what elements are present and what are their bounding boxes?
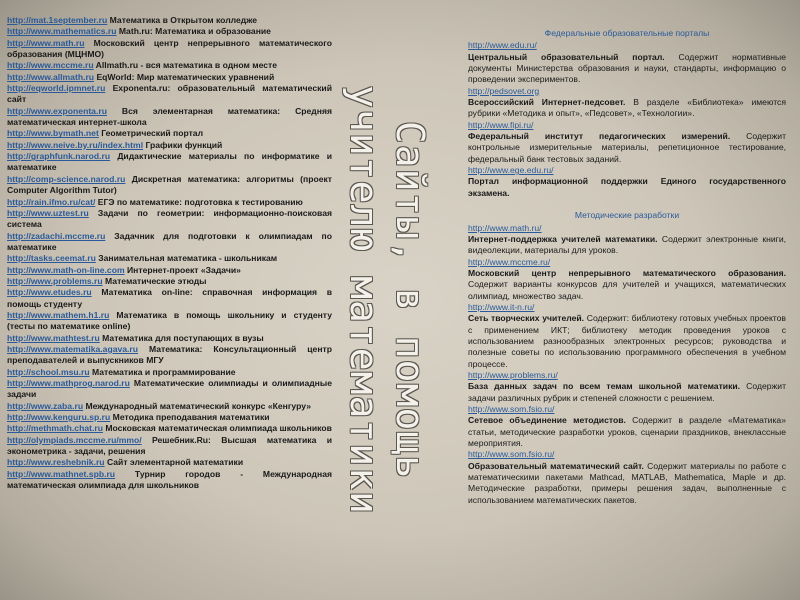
left-link-url[interactable]: http://www.problems.ru (7, 275, 103, 286)
left-link-description: Вся элементарная математика: Средняя математическая интернет-школа (7, 105, 332, 128)
left-link-description: Решебник.Ru: Высшая математика и эконометрика - задачи, решения (7, 434, 332, 457)
left-link-entry (7, 265, 332, 276)
left-link-description: EqWorld: Мир математических уравнений (94, 71, 275, 82)
portal-description: Содержит: библиотеку готовых учебных проектов с применением ИКТ; библиотеку методик проведения уроков с использованием разнообразных электронных ресурсов; руководства и полезные советы по использованию программного обеспечения в учебном процессе. (468, 313, 786, 369)
portal-entry (468, 165, 786, 199)
left-link-entry (7, 106, 332, 129)
portal-name: Образовательный математический сайт. (468, 460, 644, 471)
left-link-entry (7, 412, 332, 423)
portal-url[interactable]: http://www.som.fsio.ru/ (468, 449, 555, 460)
left-link-description: Графики функций (143, 139, 223, 150)
left-link-description: Математические этюды (102, 275, 207, 286)
left-link-url[interactable]: http://www.mathnet.spb.ru (7, 468, 116, 479)
portal-entry (468, 223, 786, 257)
portal-description: В разделе «Библиотека» имеются рубрики «Методика и опыт», «Педсовет», «Технологии». (468, 97, 787, 119)
left-link-entry (7, 367, 332, 378)
left-link-url[interactable]: http://www.allmath.ru (7, 71, 95, 82)
left-link-description: Международный математический конкурс «Кенгуру» (83, 400, 311, 411)
left-link-url[interactable]: http://olympiads.mccme.ru/mmo/ (7, 434, 142, 445)
portal-name: Портал информационной поддержки Единого государственного экзамена. (468, 176, 786, 198)
left-link-url[interactable]: http://www.zaba.ru (7, 400, 84, 411)
portal-entry (468, 86, 786, 120)
left-link-entry (7, 128, 332, 139)
left-link-description: Методика преподавания математики (110, 412, 270, 423)
left-link-entry (7, 174, 332, 197)
left-link-entry (7, 38, 332, 61)
left-link-entry (7, 423, 332, 434)
left-link-description: Дискретная математика: алгоритмы (проект Computer Algorithm Tutor) (7, 173, 332, 196)
left-link-description: Allmath.ru - вся математика в одном месте (93, 60, 278, 71)
portal-entry (468, 257, 786, 302)
left-link-description: Задачи по геометрии: информационно-поисковая система (7, 207, 332, 230)
left-link-entry (7, 60, 332, 71)
left-link-url[interactable]: http://www.mathprog.narod.ru (7, 378, 130, 388)
left-link-url[interactable]: http://zadachi.mccme.ru (7, 230, 106, 241)
left-link-url[interactable]: http://rain.ifmo.ru/cat/ (7, 196, 96, 207)
left-link-entry (7, 151, 332, 174)
left-link-url[interactable]: http://www.mathem.h1.ru (7, 309, 110, 320)
left-link-entry (7, 333, 332, 344)
left-link-entry (7, 276, 332, 287)
left-link-description: Математика on-line: справочная информация в помощь студенту (7, 287, 332, 309)
left-link-description: Занимательная математика - школьникам (95, 253, 278, 264)
portal-description: Содержит в разделе «Математика» статьи, методические разработки уроков, сценарии праздников, внеклассные мероприятия. (468, 415, 786, 449)
left-link-url[interactable]: http://www.mccme.ru (7, 60, 94, 71)
title-line-1: Сайты, в помощь (388, 120, 432, 480)
left-link-entry (7, 72, 332, 83)
portal-name: Сеть творческих учителей. (468, 313, 585, 324)
portal-entry (468, 40, 786, 85)
left-link-entry (7, 26, 332, 37)
left-link-url[interactable]: http://www.kenguru.sp.ru (7, 412, 111, 423)
portal-description: Содержит контрольные измерительные материалы, репетиционное тестирование, федеральный банк тестовых заданий. (468, 131, 787, 164)
left-link-entry (7, 469, 332, 492)
left-link-entry (7, 435, 332, 458)
right-portal-list (468, 28, 786, 506)
portal-name: Интернет-поддержка учителей математики. (468, 233, 658, 244)
left-link-description: Математика для поступающих в вузы (99, 332, 264, 343)
portal-url[interactable]: http://www.math.ru/ (468, 222, 542, 233)
portal-entry (468, 404, 786, 449)
portal-entry (468, 449, 786, 506)
left-link-entry (7, 208, 332, 231)
left-link-description: Exponenta.ru: образовательный математический сайт (7, 83, 332, 105)
vertical-title (322, 20, 452, 580)
left-link-entry (7, 83, 332, 106)
left-link-entry (7, 457, 332, 468)
left-link-list (7, 15, 332, 491)
left-link-description: Математика в помощь школьнику и студенту (тесты по математике online) (7, 309, 332, 332)
left-link-url[interactable]: http://www.mathematics.ru (7, 26, 117, 37)
left-link-url[interactable]: http://www.bymath.net (7, 128, 99, 139)
left-link-url[interactable]: http://methmath.chat.ru (7, 423, 103, 434)
left-link-description: Задачник для подготовки к олимпиадам по математике (7, 230, 332, 252)
left-link-entry (7, 401, 332, 412)
left-link-url[interactable]: http://www.etudes.ru (7, 287, 92, 298)
portal-description: Содержит электронные книги, видеолекции, материалы для уроков. (468, 233, 787, 256)
left-link-url[interactable]: http://eqworld.ipmnet.ru (7, 83, 106, 94)
left-link-entry (7, 15, 332, 26)
left-link-url[interactable]: http://www.matematika.agava.ru (7, 343, 139, 354)
left-link-url[interactable]: http://www.mathtest.ru (7, 332, 100, 343)
left-link-url[interactable]: http://www.reshebnik.ru (7, 457, 105, 468)
left-link-description: Интернет-проект «Задачи» (124, 264, 241, 275)
portal-name: Московский центр непрерывного математического образования. (468, 267, 786, 278)
portal-entry (468, 302, 786, 370)
left-link-entry (7, 140, 332, 151)
portal-description: Содержит задачи различных рубрик и степеней сложности с решением. (468, 381, 786, 403)
left-link-url[interactable]: http://school.msu.ru (7, 366, 90, 377)
left-link-description: Геометрический портал (98, 128, 204, 139)
portal-url[interactable]: http://www.mccme.ru/ (468, 256, 551, 267)
portal-name: Сетевое объединение методистов. (468, 415, 626, 426)
left-link-entry (7, 197, 332, 208)
left-link-url[interactable]: http://www.math.ru (7, 37, 85, 48)
portal-url[interactable]: http://www.edu.ru/ (468, 40, 537, 51)
section-title-methods: Методические разработки (574, 210, 680, 221)
portal-url[interactable]: http://www.som.fsio.ru/ (468, 404, 555, 414)
left-link-url[interactable]: http://mat.1september.ru (7, 15, 108, 25)
portal-entry (468, 120, 786, 165)
left-link-url[interactable]: http://comp-science.narod.ru (7, 173, 126, 184)
portal-description: Содержит варианты конкурсов для учителей и учащихся, математических олимпиад, множество задач. (468, 279, 786, 301)
left-link-url[interactable]: http://graphfunk.narod.ru (7, 151, 111, 162)
left-link-url[interactable]: http://www.math-on-line.com (7, 264, 125, 275)
portal-description: Содержит материалы по работе с математическими пакетами Mathcad, MATLAB, Mathematica, Maple и др. Методические разработки, примеры решения задач, выполненные с использованием математических пакетов. (468, 460, 786, 505)
federal-portals-section (468, 40, 786, 199)
left-link-description: Дидактические материалы по информатике и математике (7, 151, 332, 173)
portal-name: Всероссийский Интернет-педсовет. (468, 97, 626, 108)
portal-description: Содержит нормативные документы Министерства образования и науки, стандарты, информацию о проведении экспериментов. (468, 51, 786, 85)
left-link-description: Сайт элементарной математики (104, 457, 244, 468)
left-link-description: Math.ru: Математика и образование (116, 26, 271, 37)
left-link-entry (7, 231, 332, 254)
left-link-description: Московская математическая олимпиада школьников (102, 423, 332, 434)
left-link-entry (7, 310, 332, 333)
portal-name: Центральный образовательный портал. (468, 51, 665, 62)
left-link-url[interactable]: http://www.uztest.ru (7, 207, 89, 218)
title-line-2: учителю математики (342, 85, 386, 515)
methodical-section (468, 223, 786, 507)
left-link-description: Турнир городов - Международная математическая олимпиада для школьников (7, 468, 332, 491)
section-title-federal: Федеральные образовательные порталы (544, 28, 710, 38)
left-link-entry (7, 253, 332, 264)
left-link-url[interactable]: http://www.exponenta.ru (7, 105, 107, 116)
left-link-description: ЕГЭ по математике: подготовка к тестированию (95, 196, 303, 207)
portal-url[interactable]: http://www.ege.edu.ru/ (468, 165, 554, 176)
left-link-entry (7, 287, 332, 310)
portal-url[interactable]: http://www.fipi.ru/ (468, 119, 534, 130)
left-link-url[interactable]: http://tasks.ceemat.ru (7, 253, 96, 264)
left-link-entry (7, 344, 332, 367)
left-link-description: Математика: Консультационный центр преподавателей и выпускников МГУ (7, 343, 332, 366)
left-link-description: Математика в Открытом колледже (107, 15, 258, 25)
portal-name: Федеральный институт педагогических измерений. (468, 131, 731, 142)
left-link-url[interactable]: http://www.neive.by.ru/index.html (7, 139, 144, 150)
portal-url[interactable]: http://www.it-n.ru/ (468, 301, 535, 312)
left-link-description: Московский центр непрерывного математического образования (МЦНМО) (7, 37, 332, 60)
portal-entry (468, 370, 786, 404)
portal-name: База данных задач по всем темам школьной математики. (468, 381, 741, 392)
left-link-description: Математика и программирование (89, 366, 236, 377)
portal-url[interactable]: http://pedsovet.org (468, 85, 540, 96)
left-link-description: Математические олимпиады и олимпиадные задачи (7, 378, 332, 400)
portal-url[interactable]: http://www.problems.ru/ (468, 369, 558, 380)
left-link-entry (7, 378, 332, 401)
